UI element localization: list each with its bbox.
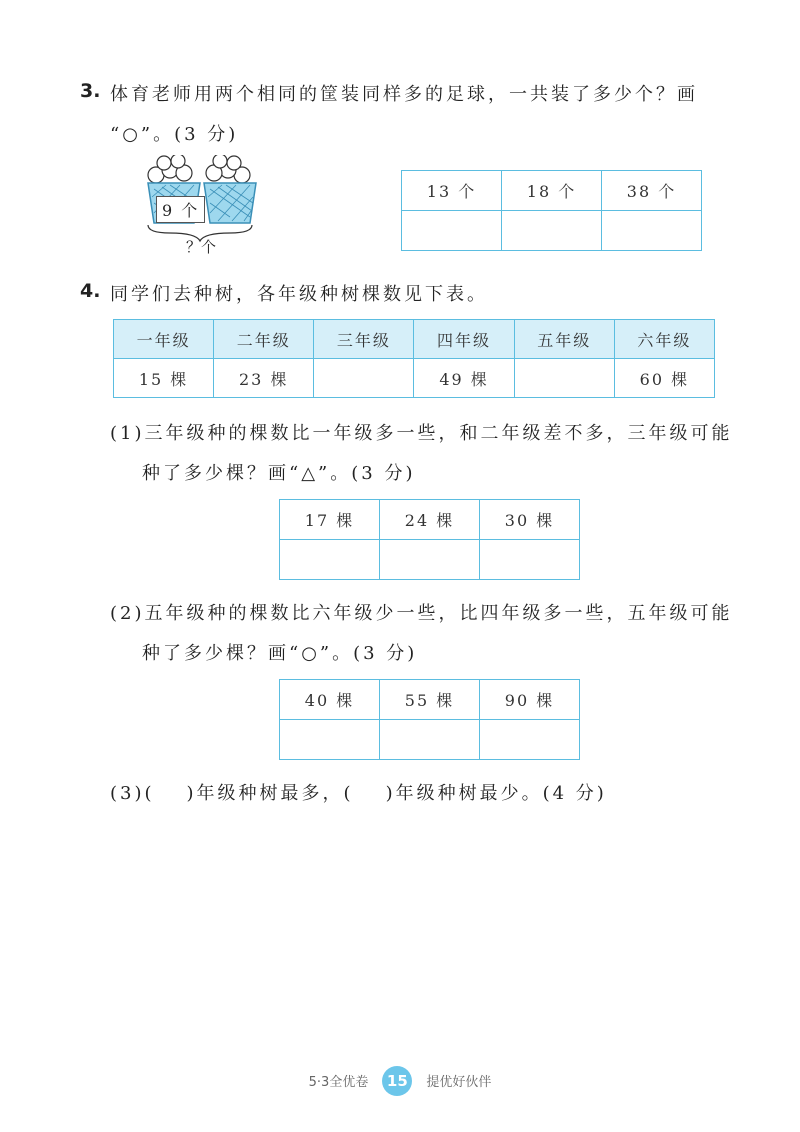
answer-cell[interactable] — [502, 211, 602, 251]
option-cell: 40 棵 — [280, 680, 380, 720]
question-3-number: 3. — [80, 80, 101, 102]
sub-question-2-line2: 种了多少棵？画“○”。(3 分) — [142, 643, 418, 664]
question-3-text-line2: “○”。(3 分) — [110, 124, 239, 145]
answer-cell[interactable] — [480, 720, 580, 760]
sub-question-2-line1: (2)五年级种的棵数比六年级少一些，比四年级多一些，五年级可能 — [110, 603, 733, 624]
tree-count-table — [113, 319, 715, 398]
total-count-label: ？个 — [186, 238, 217, 256]
answer-cell[interactable] — [280, 540, 380, 580]
sub-question-3-part2: )年级种树最多，( — [186, 783, 354, 804]
grade-header: 六年级 — [614, 320, 714, 359]
option-cell: 30 棵 — [480, 500, 580, 540]
option-cell: 38 个 — [602, 171, 702, 211]
footer-brand: 5·3全优卷 — [308, 1075, 369, 1090]
answer-cell[interactable] — [280, 720, 380, 760]
tree-count-cell: 23 棵 — [214, 359, 314, 398]
grade-header: 四年级 — [414, 320, 514, 359]
page-number-badge: 15 — [382, 1066, 412, 1096]
grade-header: 一年级 — [114, 320, 214, 359]
right-basket-icon — [204, 155, 256, 223]
tree-count-cell: 49 棵 — [414, 359, 514, 398]
answer-cell[interactable] — [602, 211, 702, 251]
answer-cell[interactable] — [380, 720, 480, 760]
tree-count-cell: 15 棵 — [114, 359, 214, 398]
option-cell: 13 个 — [402, 171, 502, 211]
question-3-options-table — [401, 170, 702, 251]
answer-cell[interactable] — [480, 540, 580, 580]
footer-slogan: 提优好伙伴 — [426, 1075, 492, 1090]
question-4-number: 4. — [80, 280, 101, 302]
option-cell: 18 个 — [502, 171, 602, 211]
option-cell: 90 棵 — [480, 680, 580, 720]
sub-question-1-options-table — [279, 499, 580, 580]
sub-question-2-options-table — [279, 679, 580, 760]
sub-question-1-line1: (1)三年级种的棵数比一年级多一些，和二年级差不多，三年级可能 — [110, 423, 733, 444]
grade-header: 二年级 — [214, 320, 314, 359]
basket-count-label: 9 个 — [156, 196, 205, 223]
answer-cell[interactable] — [402, 211, 502, 251]
sub-question-3 — [110, 779, 607, 805]
tree-count-cell: 60 棵 — [614, 359, 714, 398]
option-cell: 55 棵 — [380, 680, 480, 720]
tree-count-cell — [514, 359, 614, 398]
option-cell: 17 棵 — [280, 500, 380, 540]
question-4-intro: 同学们去种树，各年级种树棵数见下表。 — [110, 284, 488, 305]
question-3-text-line1: 体育老师用两个相同的筐装同样多的足球，一共装了多少个？画 — [110, 84, 698, 105]
sub-question-3-part1: (3)( — [110, 783, 155, 804]
tree-count-cell — [314, 359, 414, 398]
grade-header: 三年级 — [314, 320, 414, 359]
sub-question-3-part3: )年级种树最少。(4 分) — [385, 783, 607, 804]
page-footer — [0, 1066, 800, 1096]
grade-header: 五年级 — [514, 320, 614, 359]
option-cell: 24 棵 — [380, 500, 480, 540]
sub-question-1-line2: 种了多少棵？画“△”。(3 分) — [142, 463, 416, 484]
answer-cell[interactable] — [380, 540, 480, 580]
